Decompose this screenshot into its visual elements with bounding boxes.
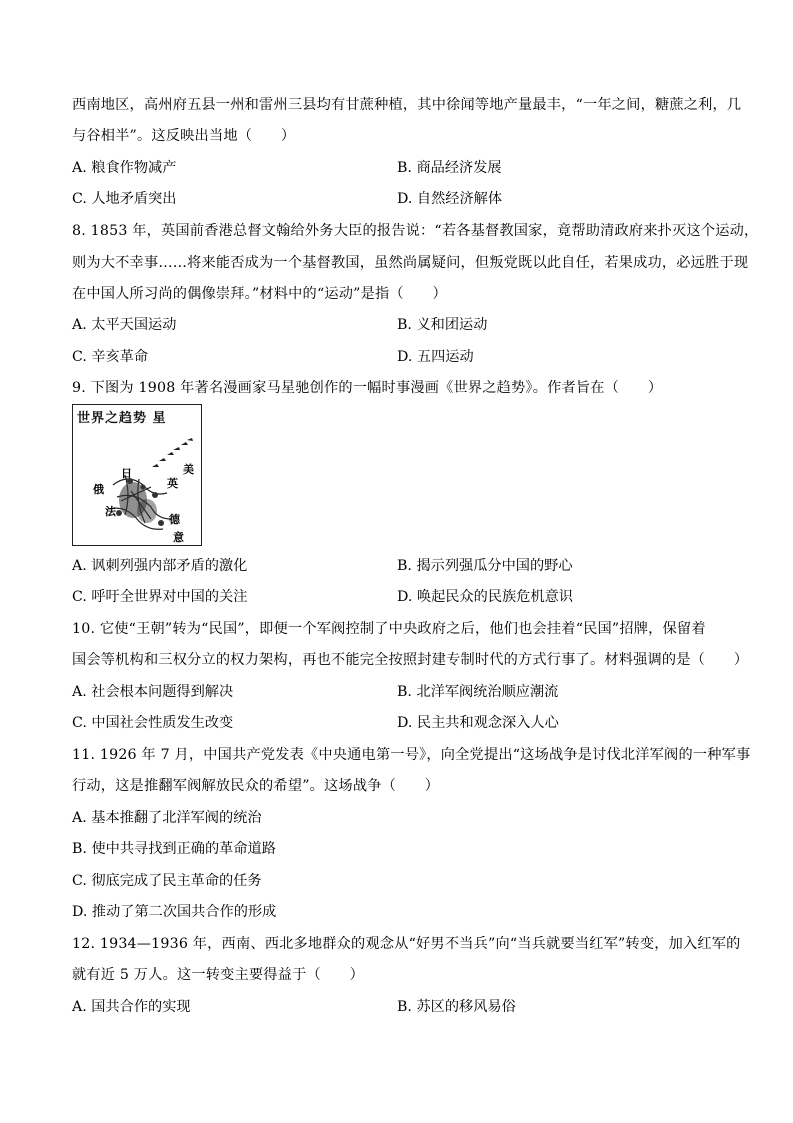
q12-option-a[interactable]: A. 国共合作的实现	[72, 999, 191, 1015]
q11-text-line-1: 11. 1926 年 7 月，中国共产党发表《中央通电第一号》，向全党提出“这场战争是讨伐北洋军阀的一种军事	[72, 747, 751, 763]
q7-text-line-2: 与谷相半”。这反映出当地（ ）	[72, 128, 296, 144]
q8-option-d[interactable]: D. 五四运动	[397, 349, 474, 365]
q7-text-line-1: 西南地区，高州府五县一州和雷州三县均有甘蔗种植，其中徐闻等地产量最丰，“一年之间，糖蔗之利，几	[72, 97, 742, 113]
q12-text-line-2: 就有近 5 万人。这一转变主要得益于（ ）	[72, 967, 365, 983]
cartoon-label-russia: 俄	[93, 483, 104, 496]
q8-option-c[interactable]: C. 辛亥革命	[72, 349, 149, 365]
q8-text-line-1: 8. 1853 年，英国前香港总督文翰给外务大臣的报告说：“若各基督教国家，竟帮助清政府来扑灭这个运动，	[72, 223, 759, 239]
q7-option-b[interactable]: B. 商品经济发展	[397, 160, 502, 176]
q11-text-line-2: 行动，这是推翻军阀解放民众的希望”。这场战争（ ）	[72, 778, 440, 794]
cartoon-image	[72, 404, 202, 546]
cartoon-label-germany: 德	[169, 513, 180, 526]
q8-option-a[interactable]: A. 太平天国运动	[72, 317, 177, 333]
q10-text-line-2: 国会等机构和三权分立的权力架构，再也不能完全按照封建专制时代的方式行事了。材料强调的是（ ）	[72, 652, 749, 668]
q11-option-d[interactable]: D. 推动了第二次国共合作的形成	[72, 904, 277, 920]
q10-text-line-1: 10. 它使“王朝”转为“民国”，即便一个军阀控制了中央政府之后，他们也会挂着“民国”招牌，保留着	[72, 621, 706, 637]
q8-option-b[interactable]: B. 义和团运动	[397, 317, 488, 333]
q11-option-a[interactable]: A. 基本推翻了北洋军阀的统治	[72, 810, 262, 826]
q11-option-b[interactable]: B. 使中共寻找到正确的革命道路	[72, 841, 276, 857]
q9-option-a[interactable]: A. 讽刺列强内部矛盾的激化	[72, 558, 248, 574]
cartoon-label-france: 法	[105, 505, 116, 518]
q9-option-b[interactable]: B. 揭示列强瓜分中国的野心	[397, 558, 573, 574]
q10-option-c[interactable]: C. 中国社会性质发生改变	[72, 715, 234, 731]
cartoon-label-usa: 美	[183, 463, 194, 476]
q7-option-c[interactable]: C. 人地矛盾突出	[72, 191, 177, 207]
q11-option-c[interactable]: C. 彻底完成了民主革命的任务	[72, 873, 262, 889]
cartoon-label-japan: 日	[121, 467, 132, 480]
q10-option-a[interactable]: A. 社会根本问题得到解决	[72, 684, 234, 700]
q8-text-line-2: 则为大不幸事……将来能否成为一个基督教国，虽然尚属疑问，但叛党既以此自任，若果成功，必远胜于现	[72, 255, 749, 271]
q7-option-d[interactable]: D. 自然经济解体	[397, 191, 503, 207]
q10-option-b[interactable]: B. 北洋军阀统治顺应潮流	[397, 684, 559, 700]
cartoon-label-britain: 英	[167, 477, 178, 490]
q10-option-d[interactable]: D. 民主共和观念深入人心	[397, 715, 559, 731]
q12-option-b[interactable]: B. 苏区的移风易俗	[397, 999, 516, 1015]
q9-option-c[interactable]: C. 呼吁全世界对中国的关注	[72, 589, 248, 605]
q9-text-line-1: 9. 下图为 1908 年著名漫画家马星驰创作的一幅时事漫画《世界之趋势》。作者旨在（ ）	[72, 380, 663, 396]
q8-text-line-3: 在中国人所习尚的偶像崇拜。”材料中的“运动”是指（ ）	[72, 286, 447, 302]
q7-option-a[interactable]: A. 粮食作物减产	[72, 160, 177, 176]
cartoon-title: 世界之趋势 星	[77, 411, 167, 426]
cartoon-label-italy: 意	[173, 531, 184, 544]
q9-option-d[interactable]: D. 唤起民众的民族危机意识	[397, 589, 573, 605]
q12-text-line-1: 12. 1934—1936 年，西南、西北多地群众的观念从“好男不当兵”向“当兵就要当红军”转变，加入红军的	[72, 936, 741, 952]
